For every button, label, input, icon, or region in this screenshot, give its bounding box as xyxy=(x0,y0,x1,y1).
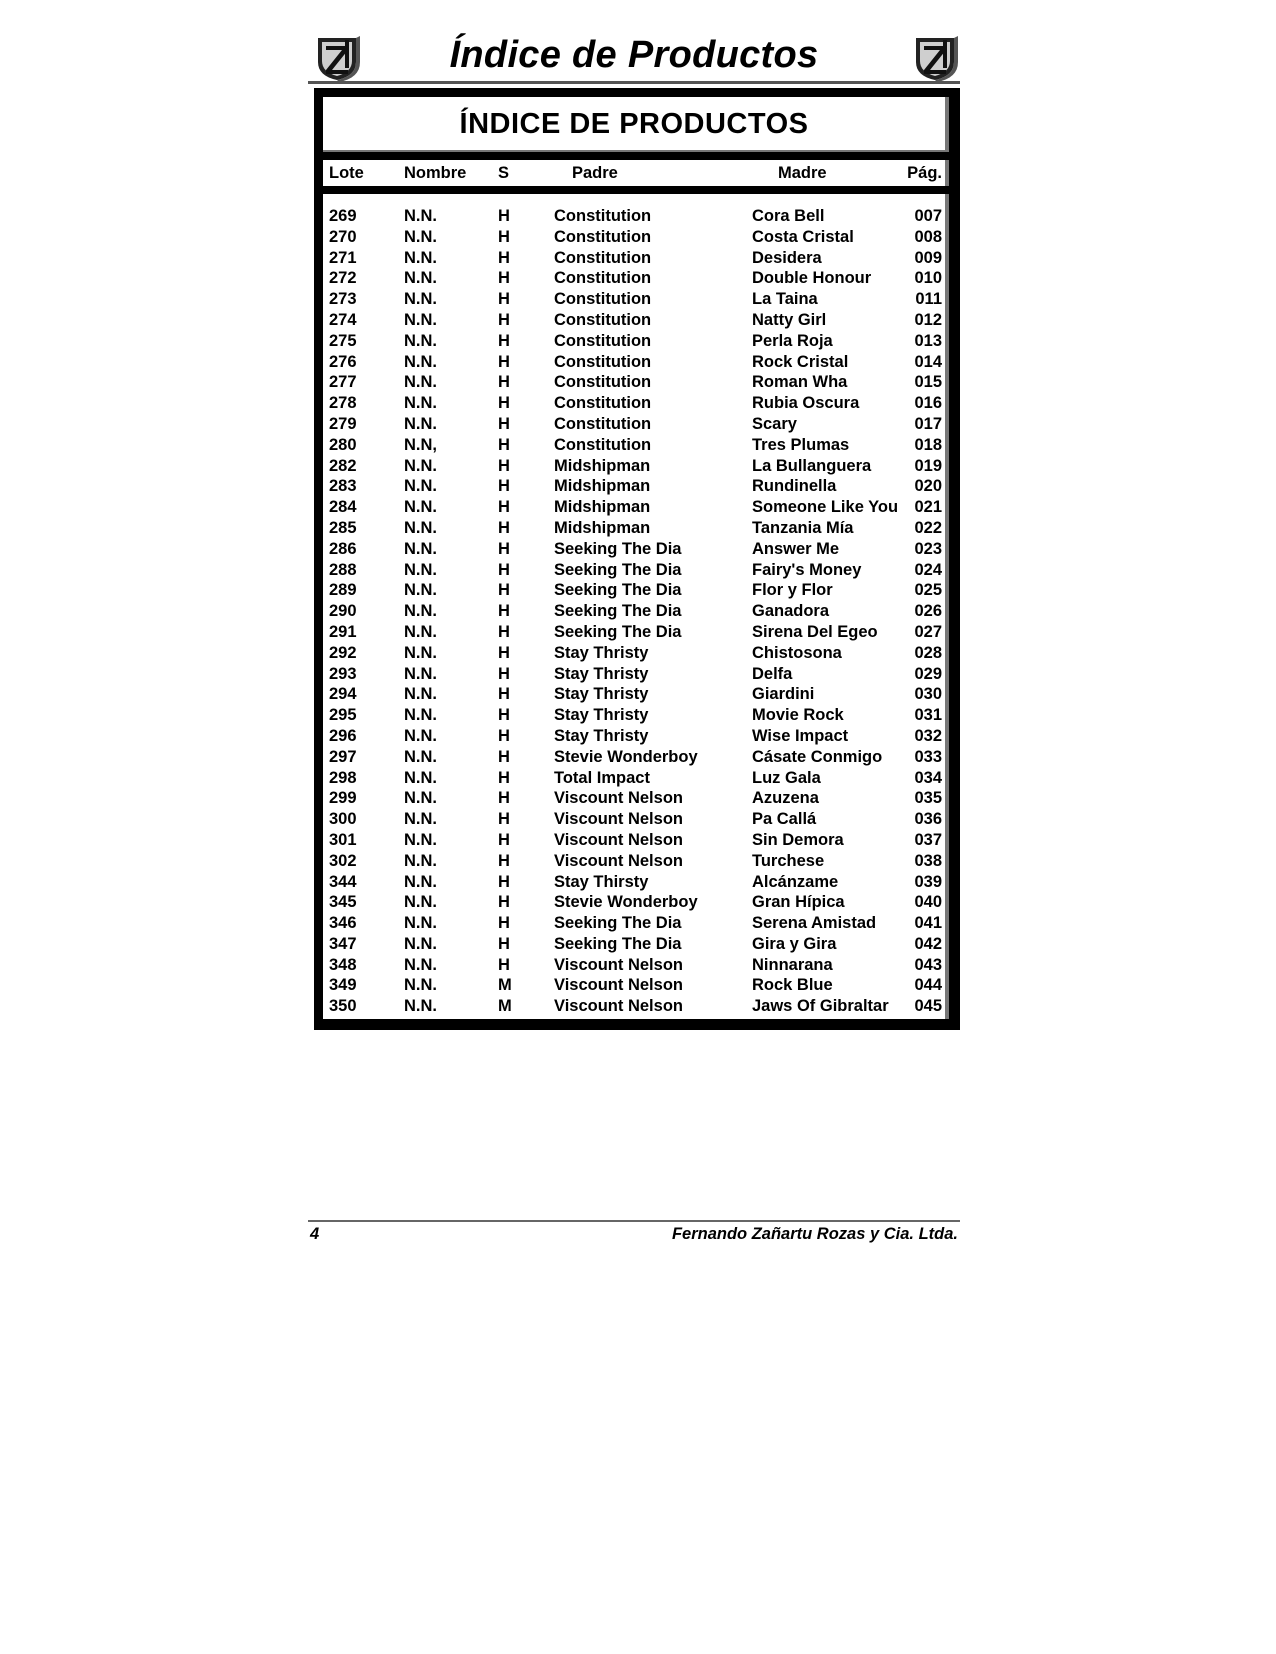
cell-nombre: N.N. xyxy=(404,706,437,725)
cell-lote: 297 xyxy=(329,747,357,766)
column-header-lote: Lote xyxy=(329,164,364,182)
cell-sexo: H xyxy=(498,456,510,475)
cell-sexo: H xyxy=(498,310,510,329)
cell-padre: Viscount Nelson xyxy=(554,789,683,808)
cell-pagina: 012 xyxy=(914,310,942,329)
cell-sexo: H xyxy=(498,373,510,392)
cell-lote: 347 xyxy=(329,934,357,953)
cell-sexo: H xyxy=(498,248,510,267)
table-row xyxy=(323,435,945,456)
cell-sexo: H xyxy=(498,331,510,350)
cell-padre: Constitution xyxy=(554,290,652,309)
table-row xyxy=(323,352,945,373)
cell-lote: 350 xyxy=(329,997,357,1016)
cell-madre: Sin Demora xyxy=(752,830,844,849)
cell-padre: Constitution xyxy=(554,435,652,454)
cell-pagina: 025 xyxy=(914,581,942,600)
cell-padre: Constitution xyxy=(554,414,652,433)
cell-lote: 280 xyxy=(329,435,357,454)
cell-nombre: N.N. xyxy=(404,248,437,267)
cell-madre: Answer Me xyxy=(752,539,840,558)
cell-nombre: N.N. xyxy=(404,518,437,537)
index-title: ÍNDICE DE PRODUCTOS xyxy=(459,108,809,140)
cell-madre: Roman Wha xyxy=(752,373,848,392)
cell-pagina: 027 xyxy=(914,622,942,641)
table-row xyxy=(323,414,945,435)
cell-pagina: 011 xyxy=(915,290,942,309)
table-row xyxy=(323,684,945,705)
cell-sexo: H xyxy=(498,560,510,579)
cell-pagina: 041 xyxy=(914,914,942,933)
cell-lote: 274 xyxy=(329,310,357,329)
cell-lote: 299 xyxy=(329,789,357,808)
table-row xyxy=(323,892,945,913)
index-title-panel xyxy=(323,97,949,152)
cell-sexo: H xyxy=(498,685,510,704)
cell-lote: 283 xyxy=(329,477,357,496)
table-row xyxy=(323,393,945,414)
cell-padre: Viscount Nelson xyxy=(554,810,683,829)
cell-sexo: H xyxy=(498,602,510,621)
cell-nombre: N.N. xyxy=(404,789,437,808)
cell-padre: Midshipman xyxy=(554,477,651,496)
cell-sexo: H xyxy=(498,435,510,454)
cell-nombre: N.N. xyxy=(404,726,437,745)
cell-sexo: H xyxy=(498,207,510,225)
cell-padre: Stevie Wonderboy xyxy=(554,747,698,766)
cell-nombre: N.N. xyxy=(404,914,437,933)
cell-sexo: H xyxy=(498,706,510,725)
cell-sexo: H xyxy=(498,394,510,413)
cell-madre: Ninnarana xyxy=(752,955,833,974)
cell-madre: Cásate Conmigo xyxy=(752,747,883,766)
cell-lote: 289 xyxy=(329,581,357,600)
table-row xyxy=(323,331,945,352)
cell-nombre: N.N. xyxy=(404,498,437,517)
cell-lote: 279 xyxy=(329,414,357,433)
cell-madre: Gira y Gira xyxy=(752,934,837,953)
cell-madre: Desidera xyxy=(752,248,822,267)
cell-lote: 346 xyxy=(329,914,357,933)
cell-madre: Scary xyxy=(752,414,797,433)
cell-padre: Constitution xyxy=(554,373,652,392)
cell-madre: Turchese xyxy=(752,851,825,870)
cell-lote: 284 xyxy=(329,498,357,517)
cell-padre: Stay Thristy xyxy=(554,726,649,745)
cell-sexo: H xyxy=(498,290,510,309)
cell-pagina: 022 xyxy=(914,518,942,537)
cell-padre: Constitution xyxy=(554,227,652,246)
cell-lote: 272 xyxy=(329,269,357,288)
cell-sexo: H xyxy=(498,810,510,829)
table-row xyxy=(323,206,945,227)
cell-pagina: 032 xyxy=(914,726,942,745)
table-row xyxy=(323,456,945,477)
cell-sexo: M xyxy=(498,976,512,995)
cell-sexo: H xyxy=(498,893,510,912)
table-row xyxy=(323,809,945,830)
cell-pagina: 017 xyxy=(914,414,942,433)
cell-sexo: M xyxy=(498,997,512,1016)
cell-pagina: 016 xyxy=(914,394,942,413)
column-header-madre: Madre xyxy=(778,164,827,182)
cell-sexo: H xyxy=(498,830,510,849)
cell-padre: Constitution xyxy=(554,207,652,225)
cell-nombre: N.N. xyxy=(404,622,437,641)
cell-padre: Stay Thristy xyxy=(554,664,649,683)
column-header-padre: Padre xyxy=(572,164,618,182)
cell-pagina: 039 xyxy=(914,872,942,891)
cell-madre: Gran Hípica xyxy=(752,893,845,912)
table-row xyxy=(323,851,945,872)
cell-nombre: N.N. xyxy=(404,331,437,350)
cell-madre: Natty Girl xyxy=(752,310,827,329)
cell-lote: 349 xyxy=(329,976,357,995)
cell-padre: Stay Thristy xyxy=(554,706,649,725)
cell-pagina: 013 xyxy=(914,331,942,350)
cell-lote: 300 xyxy=(329,810,357,829)
table-row xyxy=(323,227,945,248)
cell-pagina: 029 xyxy=(914,664,942,683)
cell-pagina: 015 xyxy=(914,373,942,392)
cell-padre: Seeking The Dia xyxy=(554,934,682,953)
cell-padre: Seeking The Dia xyxy=(554,581,682,600)
cell-padre: Stevie Wonderboy xyxy=(554,893,698,912)
cell-padre: Constitution xyxy=(554,269,652,288)
table-row xyxy=(323,310,945,331)
footer-divider xyxy=(308,1220,960,1222)
table-row xyxy=(323,705,945,726)
cell-madre: La Bullanguera xyxy=(752,456,872,475)
cell-pagina: 031 xyxy=(914,706,942,725)
cell-pagina: 030 xyxy=(914,685,942,704)
cell-sexo: H xyxy=(498,269,510,288)
page-title: Índice de Productos xyxy=(449,34,819,76)
cell-madre: Serena Amistad xyxy=(752,914,877,933)
table-row xyxy=(323,476,945,497)
cell-padre: Viscount Nelson xyxy=(554,851,683,870)
page-header xyxy=(308,28,960,86)
cell-madre: Double Honour xyxy=(752,269,872,288)
table-row xyxy=(323,726,945,747)
table-row xyxy=(323,872,945,893)
cell-nombre: N.N. xyxy=(404,394,437,413)
cell-pagina: 044 xyxy=(914,976,942,995)
cell-sexo: H xyxy=(498,934,510,953)
cell-nombre: N.N. xyxy=(404,685,437,704)
index-column-headers xyxy=(323,160,949,186)
cell-pagina: 034 xyxy=(914,768,942,787)
cell-nombre: N.N. xyxy=(404,934,437,953)
table-row xyxy=(323,996,945,1017)
cell-lote: 298 xyxy=(329,768,357,787)
cell-madre: Rock Blue xyxy=(752,976,833,995)
cell-lote: 269 xyxy=(329,207,357,225)
cell-madre: Rock Cristal xyxy=(752,352,849,371)
cell-lote: 277 xyxy=(329,373,357,392)
cell-pagina: 040 xyxy=(914,893,942,912)
cell-nombre: N.N. xyxy=(404,560,437,579)
cell-madre: Ganadora xyxy=(752,602,830,621)
table-row xyxy=(323,768,945,789)
cell-lote: 285 xyxy=(329,518,357,537)
table-row xyxy=(323,830,945,851)
cell-pagina: 023 xyxy=(914,539,942,558)
cell-madre: Rubia Oscura xyxy=(752,394,860,413)
cell-sexo: H xyxy=(498,747,510,766)
cell-padre: Viscount Nelson xyxy=(554,976,683,995)
cell-pagina: 024 xyxy=(914,560,942,579)
cell-pagina: 043 xyxy=(914,955,942,974)
cell-sexo: H xyxy=(498,539,510,558)
table-row xyxy=(323,788,945,809)
cell-pagina: 014 xyxy=(914,352,942,371)
table-row xyxy=(323,664,945,685)
zr-logo-icon xyxy=(312,32,362,82)
cell-madre: Alcánzame xyxy=(752,872,839,891)
cell-pagina: 037 xyxy=(914,830,942,849)
table-row xyxy=(323,934,945,955)
cell-padre: Stay Thirsty xyxy=(554,872,649,891)
table-row xyxy=(323,643,945,664)
cell-sexo: H xyxy=(498,955,510,974)
cell-madre: Movie Rock xyxy=(752,706,844,725)
cell-sexo: H xyxy=(498,477,510,496)
cell-padre: Constitution xyxy=(554,394,652,413)
cell-nombre: N.N. xyxy=(404,207,437,225)
table-row xyxy=(323,248,945,269)
cell-pagina: 038 xyxy=(914,851,942,870)
cell-pagina: 010 xyxy=(914,269,942,288)
cell-nombre: N.N. xyxy=(404,269,437,288)
table-row xyxy=(323,955,945,976)
table-row xyxy=(323,289,945,310)
cell-nombre: N.N. xyxy=(404,664,437,683)
table-row xyxy=(323,497,945,518)
cell-madre: Luz Gala xyxy=(752,768,821,787)
cell-madre: Azuzena xyxy=(752,789,819,808)
index-table xyxy=(323,194,949,1019)
cell-padre: Constitution xyxy=(554,352,652,371)
cell-nombre: N.N. xyxy=(404,414,437,433)
table-row xyxy=(323,580,945,601)
cell-sexo: H xyxy=(498,643,510,662)
cell-sexo: H xyxy=(498,789,510,808)
cell-nombre: N.N. xyxy=(404,477,437,496)
table-row xyxy=(323,913,945,934)
cell-padre: Midshipman xyxy=(554,518,651,537)
cell-nombre: N.N. xyxy=(404,539,437,558)
cell-lote: 294 xyxy=(329,685,357,704)
cell-pagina: 018 xyxy=(914,435,942,454)
cell-padre: Viscount Nelson xyxy=(554,830,683,849)
cell-padre: Stay Thristy xyxy=(554,643,649,662)
cell-pagina: 042 xyxy=(914,934,942,953)
table-row xyxy=(323,747,945,768)
cell-madre: Sirena Del Egeo xyxy=(752,622,878,641)
table-row xyxy=(323,518,945,539)
cell-nombre: N.N. xyxy=(404,747,437,766)
cell-nombre: N.N. xyxy=(404,810,437,829)
cell-sexo: H xyxy=(498,622,510,641)
column-header-nombre: Nombre xyxy=(404,164,467,182)
cell-lote: 295 xyxy=(329,706,357,725)
cell-madre: Chistosona xyxy=(752,643,842,662)
cell-pagina: 007 xyxy=(914,207,942,225)
cell-lote: 345 xyxy=(329,893,357,912)
cell-sexo: H xyxy=(498,581,510,600)
cell-pagina: 009 xyxy=(914,248,942,267)
index-rows xyxy=(323,206,945,1017)
cell-sexo: H xyxy=(498,768,510,787)
cell-pagina: 008 xyxy=(914,227,942,246)
cell-padre: Stay Thristy xyxy=(554,685,649,704)
cell-madre: Wise Impact xyxy=(752,726,849,745)
cell-padre: Viscount Nelson xyxy=(554,997,683,1016)
cell-lote: 282 xyxy=(329,456,357,475)
cell-padre: Constitution xyxy=(554,248,652,267)
cell-nombre: N.N, xyxy=(404,435,437,454)
cell-nombre: N.N. xyxy=(404,851,437,870)
cell-sexo: H xyxy=(498,352,510,371)
cell-padre: Constitution xyxy=(554,331,652,350)
cell-nombre: N.N. xyxy=(404,456,437,475)
cell-sexo: H xyxy=(498,726,510,745)
cell-madre: Pa Callá xyxy=(752,810,817,829)
cell-madre: Tres Plumas xyxy=(752,435,850,454)
cell-padre: Midshipman xyxy=(554,456,651,475)
cell-nombre: N.N. xyxy=(404,872,437,891)
cell-lote: 302 xyxy=(329,851,357,870)
cell-sexo: H xyxy=(498,414,510,433)
cell-madre: Tanzania Mía xyxy=(752,518,854,537)
cell-madre: Rundinella xyxy=(752,477,837,496)
table-row xyxy=(323,975,945,996)
cell-sexo: H xyxy=(498,498,510,517)
cell-nombre: N.N. xyxy=(404,581,437,600)
cell-pagina: 021 xyxy=(914,498,942,517)
cell-lote: 301 xyxy=(329,830,357,849)
cell-nombre: N.N. xyxy=(404,768,437,787)
column-header-pagina: Pág. xyxy=(907,164,942,182)
cell-lote: 291 xyxy=(329,622,357,641)
cell-lote: 270 xyxy=(329,227,357,246)
cell-nombre: N.N. xyxy=(404,227,437,246)
cell-padre: Constitution xyxy=(554,310,652,329)
cell-lote: 288 xyxy=(329,560,357,579)
cell-pagina: 045 xyxy=(914,997,942,1016)
cell-sexo: H xyxy=(498,664,510,683)
zr-logo-icon xyxy=(910,32,960,82)
cell-nombre: N.N. xyxy=(404,830,437,849)
cell-nombre: N.N. xyxy=(404,893,437,912)
cell-sexo: H xyxy=(498,872,510,891)
cell-lote: 293 xyxy=(329,664,357,683)
header-divider xyxy=(308,81,960,84)
cell-nombre: N.N. xyxy=(404,290,437,309)
cell-lote: 290 xyxy=(329,602,357,621)
cell-lote: 344 xyxy=(329,872,357,891)
cell-padre: Seeking The Dia xyxy=(554,602,682,621)
cell-lote: 348 xyxy=(329,955,357,974)
cell-pagina: 033 xyxy=(914,747,942,766)
cell-padre: Total Impact xyxy=(554,768,650,787)
cell-madre: Flor y Flor xyxy=(752,581,833,600)
cell-sexo: H xyxy=(498,518,510,537)
table-row xyxy=(323,268,945,289)
cell-lote: 292 xyxy=(329,643,357,662)
cell-nombre: N.N. xyxy=(404,955,437,974)
cell-padre: Midshipman xyxy=(554,498,651,517)
cell-lote: 275 xyxy=(329,331,357,350)
table-row xyxy=(323,560,945,581)
cell-padre: Viscount Nelson xyxy=(554,955,683,974)
cell-pagina: 036 xyxy=(914,810,942,829)
cell-lote: 271 xyxy=(329,248,357,267)
cell-pagina: 020 xyxy=(914,477,942,496)
cell-nombre: N.N. xyxy=(404,997,437,1016)
cell-lote: 273 xyxy=(329,290,357,309)
cell-madre: Giardini xyxy=(752,685,815,704)
table-row xyxy=(323,372,945,393)
cell-sexo: H xyxy=(498,914,510,933)
table-row xyxy=(323,622,945,643)
cell-madre: Someone Like You xyxy=(752,498,899,517)
footer-page-number: 4 xyxy=(310,1225,320,1243)
cell-madre: Delfa xyxy=(752,664,793,683)
cell-madre: Jaws Of Gibraltar xyxy=(752,997,889,1016)
cell-pagina: 026 xyxy=(914,602,942,621)
table-row xyxy=(323,539,945,560)
table-row xyxy=(323,601,945,622)
cell-sexo: H xyxy=(498,851,510,870)
cell-nombre: N.N. xyxy=(404,373,437,392)
cell-madre: Fairy's Money xyxy=(752,560,862,579)
cell-nombre: N.N. xyxy=(404,352,437,371)
cell-madre: La Taina xyxy=(752,290,818,309)
cell-lote: 296 xyxy=(329,726,357,745)
cell-lote: 276 xyxy=(329,352,357,371)
cell-pagina: 028 xyxy=(914,643,942,662)
column-header-sexo: S xyxy=(498,164,510,182)
cell-nombre: N.N. xyxy=(404,602,437,621)
cell-nombre: N.N. xyxy=(404,310,437,329)
cell-lote: 278 xyxy=(329,394,357,413)
cell-nombre: N.N. xyxy=(404,976,437,995)
cell-nombre: N.N. xyxy=(404,643,437,662)
cell-padre: Seeking The Dia xyxy=(554,622,682,641)
cell-sexo: H xyxy=(498,227,510,246)
footer-company-name: Fernando Zañartu Rozas y Cia. Ltda. xyxy=(671,1225,958,1243)
cell-madre: Perla Roja xyxy=(752,331,833,350)
product-index-box xyxy=(314,88,960,1030)
cell-pagina: 035 xyxy=(914,789,942,808)
cell-padre: Seeking The Dia xyxy=(554,560,682,579)
cell-padre: Seeking The Dia xyxy=(554,539,682,558)
cell-madre: Costa Cristal xyxy=(752,227,854,246)
cell-pagina: 019 xyxy=(914,456,942,475)
cell-lote: 286 xyxy=(329,539,357,558)
cell-madre: Cora Bell xyxy=(752,207,825,225)
cell-padre: Seeking The Dia xyxy=(554,914,682,933)
